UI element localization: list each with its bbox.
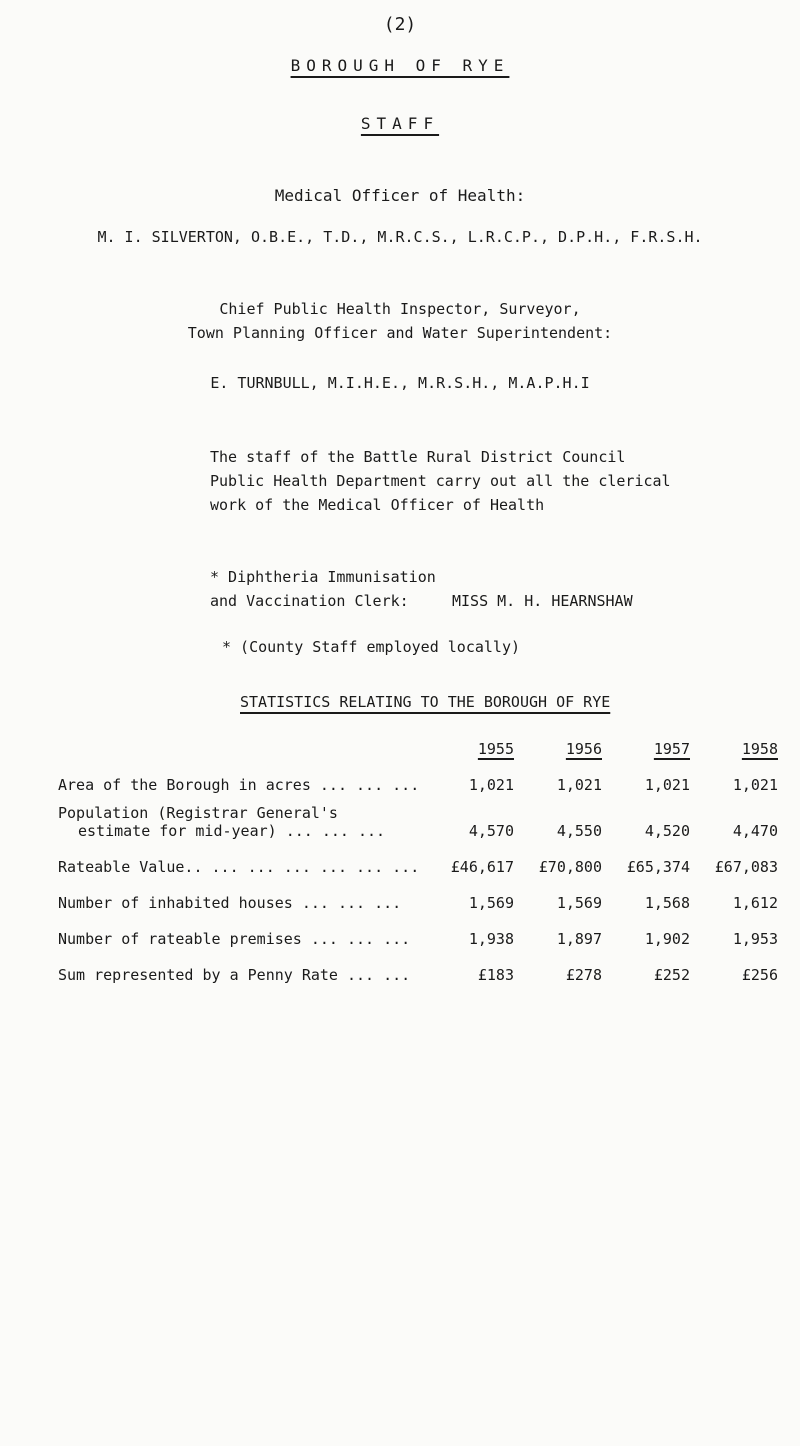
table-row — [58, 840, 778, 876]
cell-value: 4,550 — [556, 822, 602, 840]
cell-value: 1,021 — [556, 776, 602, 794]
table-row — [58, 876, 778, 912]
clerk-role-line2: and Vaccination Clerk: — [210, 592, 409, 610]
row-label: Sum represented by a Penny Rate ... ... — [58, 966, 411, 984]
footnote: * (County Staff employed locally) — [222, 638, 521, 656]
cell-value: 1,612 — [732, 894, 778, 912]
row-label: Number of rateable premises ... ... ... — [58, 930, 411, 948]
cell-value: 1,953 — [732, 930, 778, 948]
cell-value: 1,569 — [556, 894, 602, 912]
clerk-role-line1: * Diphtheria Immunisation — [210, 568, 436, 586]
page-number: (2) — [383, 14, 417, 35]
table-row — [58, 912, 778, 948]
cell-value: 1,021 — [468, 776, 514, 794]
cell-value: £46,617 — [450, 858, 514, 876]
moh-role: Medical Officer of Health: — [274, 186, 526, 205]
inspector-role-line2: Town Planning Officer and Water Superintendent: — [187, 324, 613, 342]
cell-value: £67,083 — [714, 858, 778, 876]
inspector-name: E. TURNBULL, M.I.H.E., M.R.S.H., M.A.P.H.I — [210, 374, 590, 392]
cell-value: £256 — [741, 966, 778, 984]
table-row — [58, 948, 778, 984]
cell-value: £278 — [565, 966, 602, 984]
cell-value: 4,520 — [644, 822, 690, 840]
cell-value: 4,470 — [732, 822, 778, 840]
cell-value: 4,570 — [468, 822, 514, 840]
table-header-row — [58, 730, 778, 758]
cell-value: £252 — [653, 966, 690, 984]
cell-value: £65,374 — [626, 858, 690, 876]
year-header: 1958 — [741, 740, 778, 758]
year-header: 1957 — [653, 740, 690, 758]
row-label: Area of the Borough in acres ... ... ... — [58, 776, 420, 794]
year-header: 1956 — [565, 740, 602, 758]
cell-value: £183 — [477, 966, 514, 984]
clerk-name: MISS M. H. HEARNSHAW — [452, 592, 633, 610]
cell-value: 1,021 — [644, 776, 690, 794]
moh-name: M. I. SILVERTON, O.B.E., T.D., M.R.C.S., L.R.C.P., D.P.H., F.R.S.H. — [97, 228, 703, 246]
statistics-heading: STATISTICS RELATING TO THE BOROUGH OF RYE — [240, 693, 611, 711]
cell-value: 1,897 — [556, 930, 602, 948]
cell-value: 1,902 — [644, 930, 690, 948]
cell-value: 1,569 — [468, 894, 514, 912]
inspector-role-line1: Chief Public Health Inspector, Surveyor, — [219, 300, 581, 318]
row-label: Number of inhabited houses ... ... ... — [58, 894, 402, 912]
note-line1: The staff of the Battle Rural District Council — [210, 448, 626, 466]
row-label: Rateable Value.. ... ... ... ... ... ... — [58, 858, 420, 876]
page-title: BOROUGH OF RYE — [290, 56, 510, 75]
cell-value: 1,938 — [468, 930, 514, 948]
note-line3: work of the Medical Officer of Health — [210, 496, 545, 514]
year-header: 1955 — [477, 740, 514, 758]
cell-value: £70,800 — [538, 858, 602, 876]
table-row — [58, 794, 778, 840]
note-line2: Public Health Department carry out all the clerical — [210, 472, 671, 490]
statistics-table — [58, 730, 778, 984]
staff-heading: STAFF — [360, 114, 440, 133]
row-label: Population (Registrar General's estimate for mid-year) ... ... ... — [58, 804, 386, 840]
table-row — [58, 758, 778, 794]
cell-value: 1,568 — [644, 894, 690, 912]
cell-value: 1,021 — [732, 776, 778, 794]
